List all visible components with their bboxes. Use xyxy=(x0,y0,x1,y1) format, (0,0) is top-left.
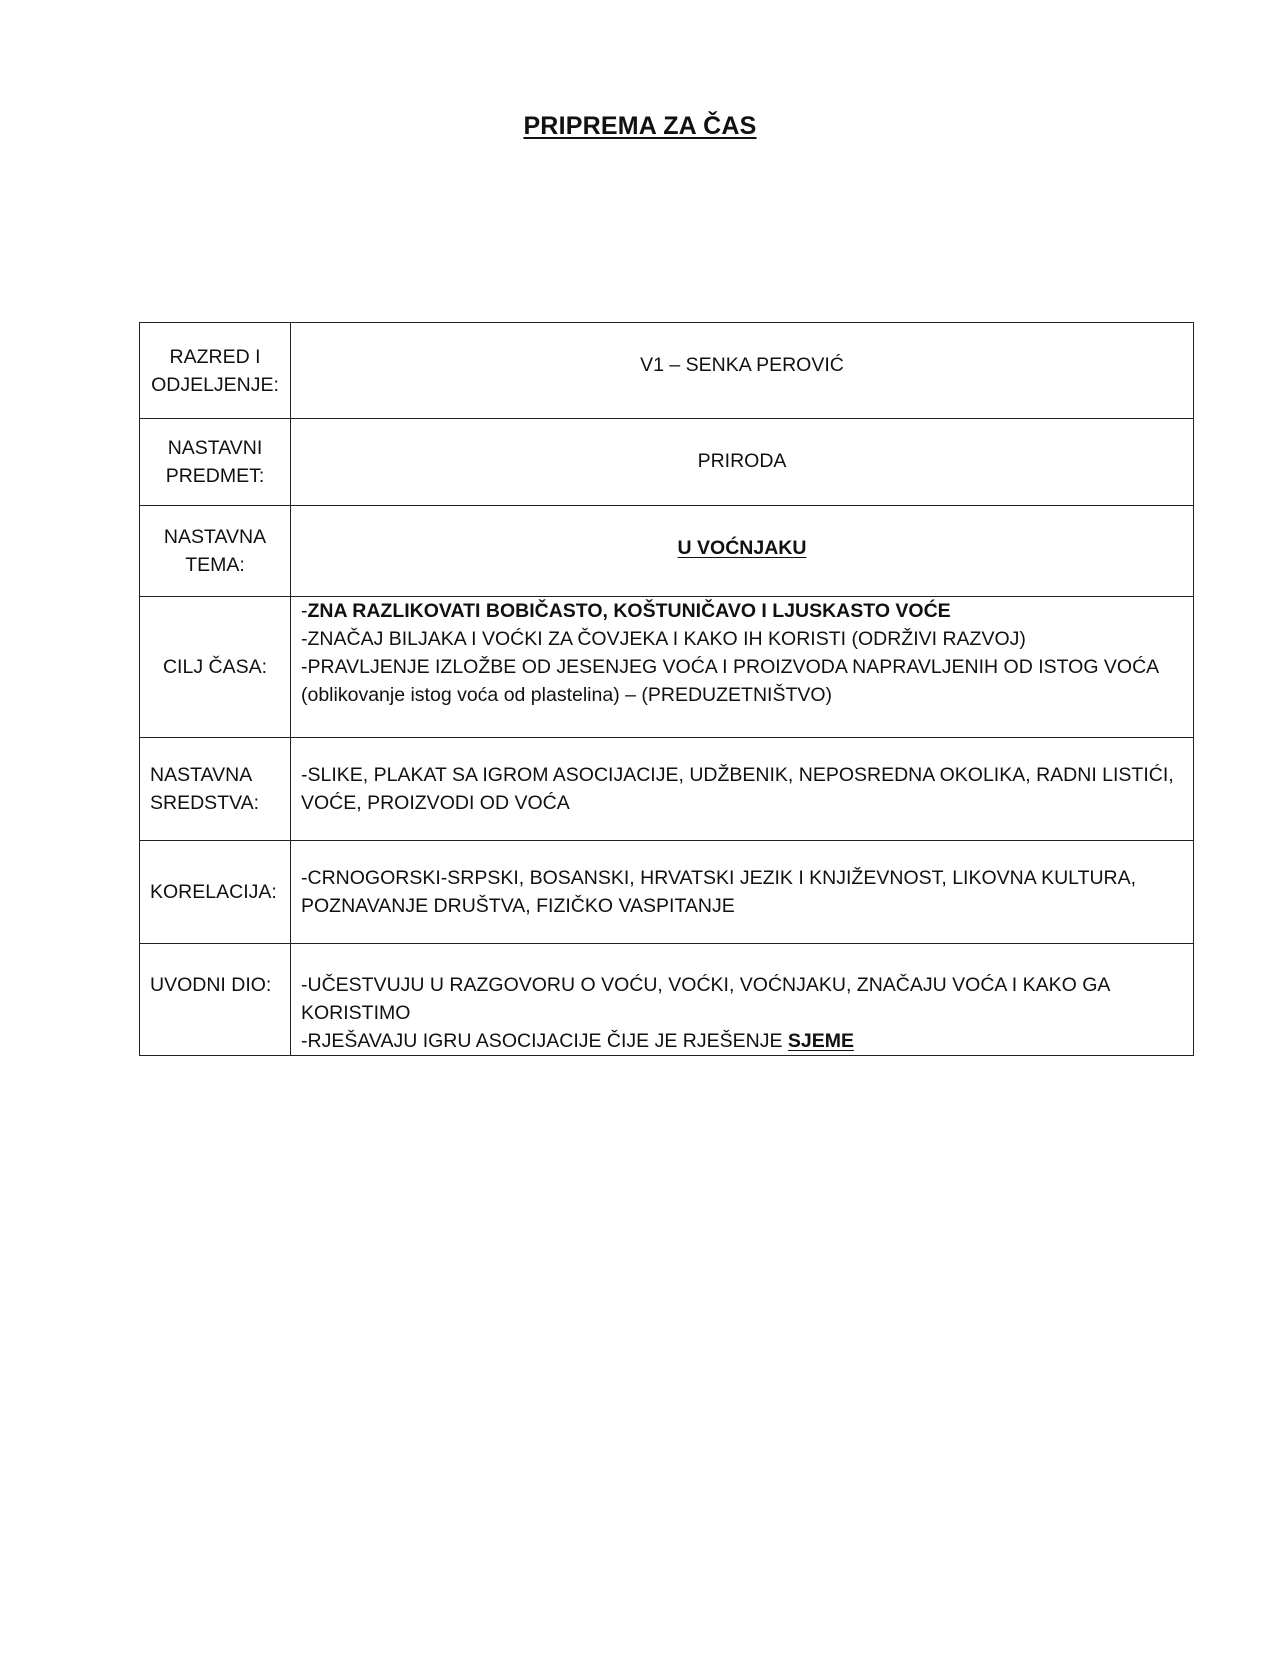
label-razred xyxy=(140,323,291,419)
label-razred-line1: RAZRED I xyxy=(169,345,261,368)
label-sredstva-line2: SREDSTVA: xyxy=(150,792,260,814)
sredstva-line2: VOĆE, PROIZVODI OD VOĆA xyxy=(301,792,570,814)
lesson-plan-table xyxy=(139,322,1194,1056)
label-sredstva-line1: NASTAVNA xyxy=(150,764,253,786)
cilj-line3: -PRAVLJENJE IZLOŽBE OD JESENJEG VOĆA I PROIZVODA NAPRAVLJENIH OD ISTOG VOĆA xyxy=(301,656,1160,678)
value-tema-cell xyxy=(291,506,1194,597)
label-uvodni: UVODNI DIO: xyxy=(140,944,291,1056)
cilj-line1-prefix: - xyxy=(301,600,308,622)
korelacija-line1: -CRNOGORSKI-SRPSKI, BOSANSKI, HRVATSKI JEZIK I KNJIŽEVNOST, LIKOVNA KULTURA, xyxy=(301,867,1137,889)
table-row-uvodni xyxy=(140,944,1194,1056)
uvodni-line3-prefix: -RJEŠAVAJU IGRU ASOCIJACIJE ČIJE JE RJEŠENJE xyxy=(301,1030,788,1052)
label-cilj: CILJ ČASA: xyxy=(140,597,291,738)
value-predmet: PRIRODA xyxy=(291,419,1194,506)
korelacija-line2: POZNAVANJE DRUŠTVA, FIZIČKO VASPITANJE xyxy=(301,895,735,917)
cilj-line1-bold: ZNA RAZLIKOVATI BOBIČASTO, KOŠTUNIČAVO I LJUSKASTO VOĆE xyxy=(307,600,951,622)
uvodni-line3 xyxy=(301,1027,1183,1055)
table-row-tema xyxy=(140,506,1194,597)
table-row-predmet xyxy=(140,419,1194,506)
value-uvodni xyxy=(291,944,1194,1056)
label-predmet-line2: PREDMET: xyxy=(165,465,265,487)
value-korelacija xyxy=(291,841,1194,944)
cilj-line2: -ZNAČAJ BILJAKA I VOĆKI ZA ČOVJEKA I KAKO IH KORISTI (ODRŽIVI RAZVOJ) xyxy=(301,628,1026,650)
page-title: PRIPREMA ZA ČAS xyxy=(523,112,757,140)
cilj-line1 xyxy=(301,597,1183,625)
table-row-sredstva xyxy=(140,738,1194,841)
label-korelacija: KORELACIJA: xyxy=(140,841,291,944)
label-predmet-line1: NASTAVNI xyxy=(167,437,263,459)
label-tema-line2: TEMA: xyxy=(185,554,245,576)
value-razred: V1 – SENKA PEROVIĆ xyxy=(291,323,1194,419)
sredstva-line1: -SLIKE, PLAKAT SA IGROM ASOCIJACIJE, UDŽBENIK, NEPOSREDNA OKOLIKA, RADNI LISTIĆI, xyxy=(301,764,1174,786)
label-tema xyxy=(140,506,291,597)
value-sredstva xyxy=(291,738,1194,841)
label-tema-line1: NASTAVNA xyxy=(163,526,267,548)
uvodni-line3-bold: SJEME xyxy=(787,1030,854,1052)
value-cilj xyxy=(291,597,1194,738)
label-predmet xyxy=(140,419,291,506)
cilj-line4: (oblikovanje istog voća od plastelina) – (PREDUZETNIŠTVO) xyxy=(301,684,833,706)
uvodni-line2: KORISTIMO xyxy=(301,1002,411,1024)
value-tema: U VOĆNJAKU xyxy=(677,537,807,559)
table-row-korelacija xyxy=(140,841,1194,944)
table-row-cilj xyxy=(140,597,1194,738)
label-sredstva xyxy=(140,738,291,841)
label-razred-line2: ODJELJENJE: xyxy=(151,373,279,396)
table-row-razred xyxy=(140,323,1194,419)
uvodni-line1: -UČESTVUJU U RAZGOVORU O VOĆU, VOĆKI, VOĆNJAKU, ZNAČAJU VOĆA I KAKO GA xyxy=(301,974,1111,996)
